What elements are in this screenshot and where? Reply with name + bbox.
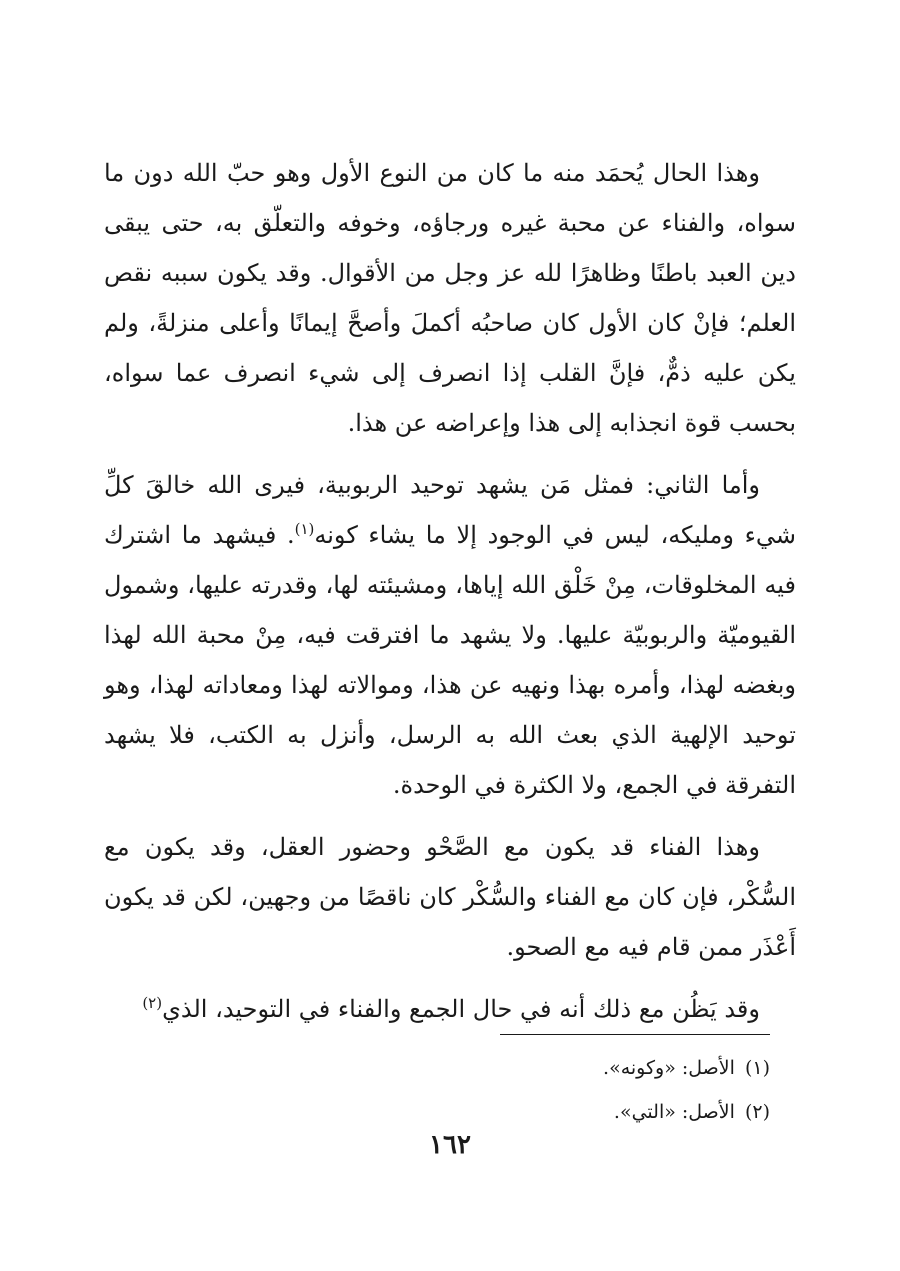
footnote-divider — [500, 1034, 770, 1035]
paragraph-3-text: وهذا الفناء قد يكون مع الصَّحْو وحضور العقل، وقد يكون مع السُّكْر، فإن كان مع الفناء والسُّكْر كان ناقصًا من وجهين، لكن قد يكون أَعْذَر ممن قام فيه مع الصحو. — [104, 833, 796, 961]
paragraph-3 — [104, 822, 796, 972]
paragraph-1-text: وهذا الحال يُحمَد منه ما كان من النوع الأول وهو حبّ الله دون ما سواه، والفناء عن محبة غيره ورجاؤه، وخوفه والتعلّق به، حتى يبقى دين العبد باطنًا وظاهرًا لله عز وجل من الأقوال. وقد يكون سببه نقص العلم؛ فإنْ كان الأول كان صاحبُه أكملَ وأصحَّ إيمانًا وأعلى منزلةً، ولم يكن عليه ذمٌّ، فإنَّ القلب إذا انصرف إلى شيء انصرف عما سواه، بحسب قوة انجذابه إلى هذا وإعراضه عن هذا. — [104, 159, 796, 437]
footnote-ref-1: (١) — [294, 520, 315, 538]
footnote-1-text: الأصل: «وكونه». — [603, 1057, 735, 1079]
paragraph-2-text-start: وأما الثاني: فمثل مَن يشهد توحيد الربوبية، فيرى الله خالقَ كلِّ شيء ومليكه، ليس في الوجود إلا ما يشاء كونه — [104, 471, 796, 549]
paragraph-4 — [104, 984, 796, 1034]
page-number: ١٦٢ — [429, 1130, 471, 1160]
footnote-ref-2: (٢) — [142, 994, 163, 1012]
paragraph-2-text-end: . فيشهد ما اشترك فيه المخلوقات، مِنْ خَلْق الله إياها، ومشيئته لها، وقدرته عليها، وشمول القيوميّة والربوبيّة عليها. ولا يشهد ما افترقت فيه، مِنْ محبة الله لهذا وبغضه لهذا، وأمره بهذا ونهيه عن هذا، وموالاته لهذا ومعاداته لهذا، وهو توحيد الإلهية الذي بعث الله به الرسل، وأنزل به الكتب، فلا يشهد التفرقة في الجمع، ولا الكثرة في الوحدة. — [104, 521, 796, 799]
footnote-1-number: (١) — [744, 1057, 770, 1079]
footnote-1 — [130, 1046, 770, 1090]
footnotes — [130, 1046, 770, 1134]
paragraph-2 — [104, 460, 796, 810]
footnote-2-text: الأصل: «التي». — [613, 1101, 735, 1123]
paragraph-4-text-start: وقد يَظُن مع ذلك أنه في حال الجمع والفناء في التوحيد، الذي — [162, 995, 760, 1023]
footnote-2-number: (٢) — [744, 1101, 770, 1123]
main-text — [104, 148, 796, 1046]
paragraph-1 — [104, 148, 796, 448]
footnote-2 — [130, 1090, 770, 1134]
